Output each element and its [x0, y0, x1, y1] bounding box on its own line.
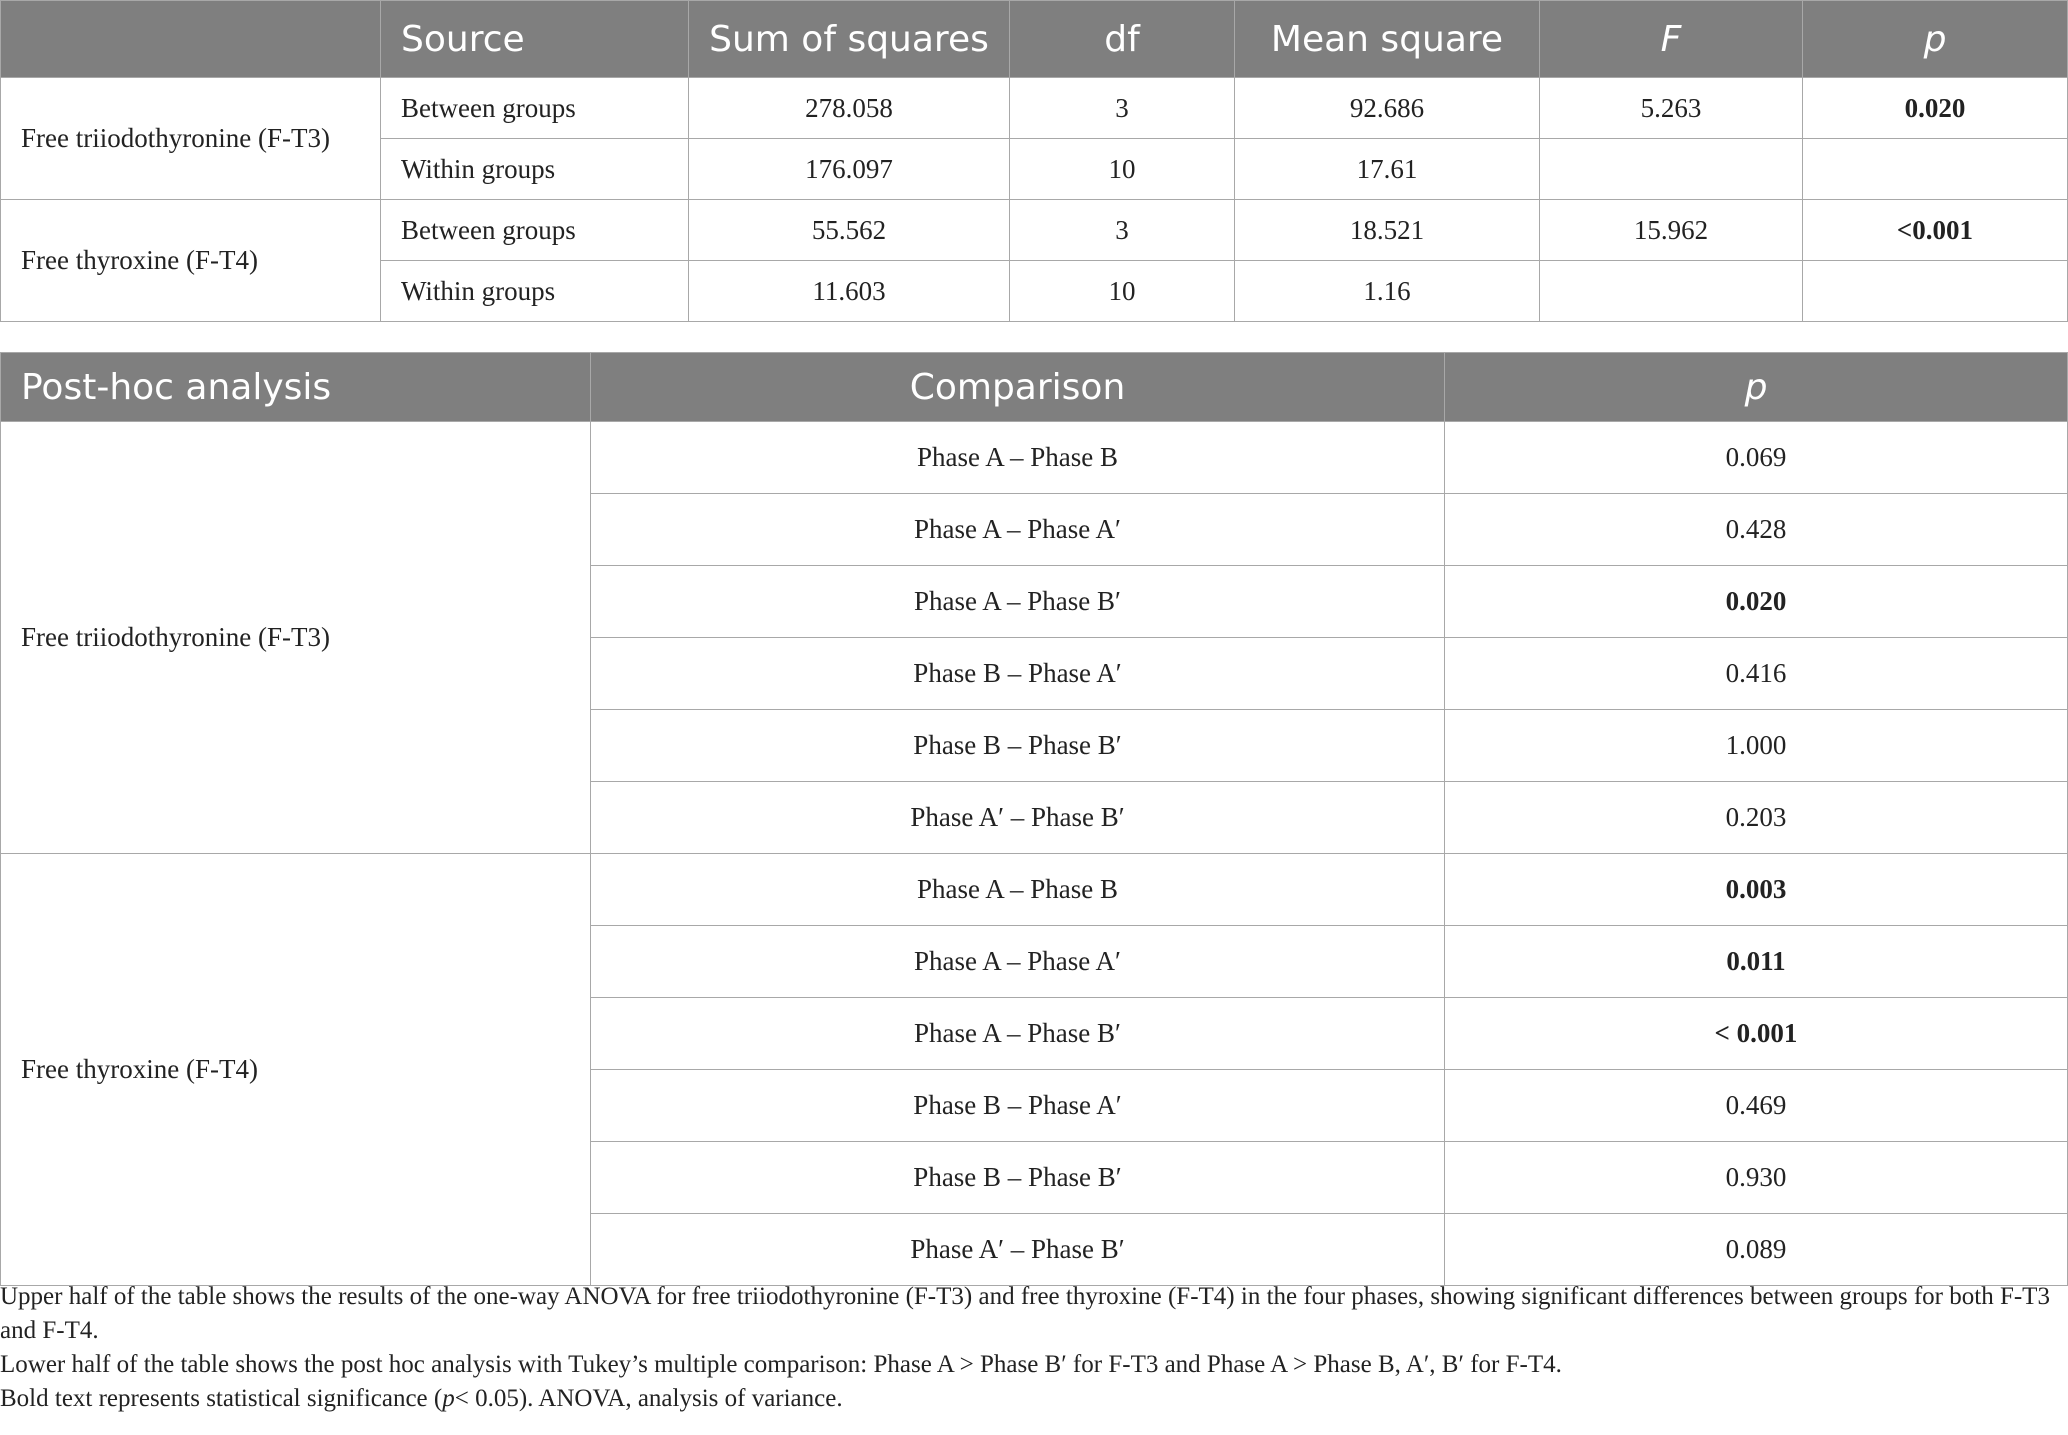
footnote-posthoc: Lower half of the table shows the post hoc analysis with Tukey’s multiple comparison: Phase A > Phase B′ for F-T3 and Phase A > Phase B, A′, B′ for F-T4. — [0, 1351, 1562, 1378]
posthoc-p-cell: 0.469 — [1445, 1070, 2068, 1142]
posthoc-p-cell: 0.020 — [1445, 566, 2068, 638]
anova-df-cell: 10 — [1010, 139, 1235, 200]
anova-group-label: Free thyroxine (F-T4) — [1, 200, 381, 322]
posthoc-p-cell: 0.930 — [1445, 1142, 2068, 1214]
anova-ss-cell: 176.097 — [689, 139, 1010, 200]
anova-ss-cell: 278.058 — [689, 78, 1010, 139]
posthoc-p-cell: 0.428 — [1445, 494, 2068, 566]
anova-ss-cell: 55.562 — [689, 200, 1010, 261]
posthoc-p-cell: < 0.001 — [1445, 998, 2068, 1070]
table-footnotes — [0, 1280, 2060, 1416]
posthoc-header-comparison: Comparison — [591, 353, 1445, 422]
anova-header-f: F — [1540, 1, 1803, 78]
anova-header-sum-of-squares: Sum of squares — [689, 1, 1010, 78]
anova-ms-cell: 18.521 — [1235, 200, 1540, 261]
posthoc-comparison-cell: Phase A – Phase A′ — [591, 926, 1445, 998]
posthoc-comparison-cell: Phase B – Phase B′ — [591, 710, 1445, 782]
posthoc-comparison-cell: Phase B – Phase A′ — [591, 1070, 1445, 1142]
posthoc-header-p: p — [1445, 353, 2068, 422]
posthoc-row — [1, 422, 2068, 494]
anova-p-cell — [1803, 261, 2068, 322]
posthoc-row — [1, 854, 2068, 926]
anova-header-mean-square: Mean square — [1235, 1, 1540, 78]
anova-df-cell: 3 — [1010, 200, 1235, 261]
anova-row — [1, 200, 2068, 261]
posthoc-comparison-cell: Phase A – Phase B′ — [591, 566, 1445, 638]
posthoc-p-cell: 0.203 — [1445, 782, 2068, 854]
anova-table — [0, 0, 2068, 322]
anova-p-cell: <0.001 — [1803, 200, 2068, 261]
posthoc-comparison-cell: Phase A′ – Phase B′ — [591, 1214, 1445, 1286]
posthoc-comparison-cell: Phase B – Phase B′ — [591, 1142, 1445, 1214]
anova-header-source: Source — [381, 1, 689, 78]
posthoc-p-cell: 0.089 — [1445, 1214, 2068, 1286]
posthoc-header-analysis: Post-hoc analysis — [1, 353, 591, 422]
anova-header-p: p — [1803, 1, 2068, 78]
posthoc-p-cell: 0.011 — [1445, 926, 2068, 998]
anova-header-blank — [1, 1, 381, 78]
anova-f-cell: 15.962 — [1540, 200, 1803, 261]
footnote-p-symbol: p — [442, 1385, 455, 1412]
posthoc-comparison-cell: Phase A – Phase A′ — [591, 494, 1445, 566]
anova-p-cell: 0.020 — [1803, 78, 2068, 139]
posthoc-p-cell: 0.069 — [1445, 422, 2068, 494]
posthoc-p-cell: 0.003 — [1445, 854, 2068, 926]
posthoc-group-label: Free triiodothyronine (F-T3) — [1, 422, 591, 854]
anova-source-cell: Within groups — [381, 261, 689, 322]
anova-ss-cell: 11.603 — [689, 261, 1010, 322]
posthoc-table — [0, 352, 2068, 1286]
anova-ms-cell: 17.61 — [1235, 139, 1540, 200]
anova-df-cell: 10 — [1010, 261, 1235, 322]
posthoc-p-cell: 0.416 — [1445, 638, 2068, 710]
footnote-significance-prefix: Bold text represents statistical significance ( — [0, 1385, 443, 1412]
anova-ms-cell: 1.16 — [1235, 261, 1540, 322]
anova-header-row — [1, 1, 2068, 78]
posthoc-comparison-cell: Phase A – Phase B′ — [591, 998, 1445, 1070]
anova-f-cell — [1540, 139, 1803, 200]
footnote-significance-suffix: < 0.05). ANOVA, analysis of variance. — [454, 1385, 843, 1412]
anova-f-cell — [1540, 261, 1803, 322]
anova-header-df: df — [1010, 1, 1235, 78]
posthoc-p-cell: 1.000 — [1445, 710, 2068, 782]
anova-f-cell: 5.263 — [1540, 78, 1803, 139]
anova-row — [1, 78, 2068, 139]
footnote-anova: Upper half of the table shows the results of the one-way ANOVA for free triiodothyronine (F-T3) and free thyroxine (F-T4) in the four phases, showing significant differences between groups for both F-T3 and F-T4. — [0, 1283, 2050, 1344]
anova-source-cell: Within groups — [381, 139, 689, 200]
posthoc-comparison-cell: Phase A – Phase B — [591, 854, 1445, 926]
anova-source-cell: Between groups — [381, 78, 689, 139]
footnote-significance — [0, 1382, 2060, 1416]
posthoc-group-label: Free thyroxine (F-T4) — [1, 854, 591, 1286]
posthoc-comparison-cell: Phase A – Phase B — [591, 422, 1445, 494]
anova-df-cell: 3 — [1010, 78, 1235, 139]
anova-group-label: Free triiodothyronine (F-T3) — [1, 78, 381, 200]
anova-ms-cell: 92.686 — [1235, 78, 1540, 139]
posthoc-comparison-cell: Phase B – Phase A′ — [591, 638, 1445, 710]
anova-p-cell — [1803, 139, 2068, 200]
anova-source-cell: Between groups — [381, 200, 689, 261]
posthoc-comparison-cell: Phase A′ – Phase B′ — [591, 782, 1445, 854]
posthoc-header-row — [1, 353, 2068, 422]
